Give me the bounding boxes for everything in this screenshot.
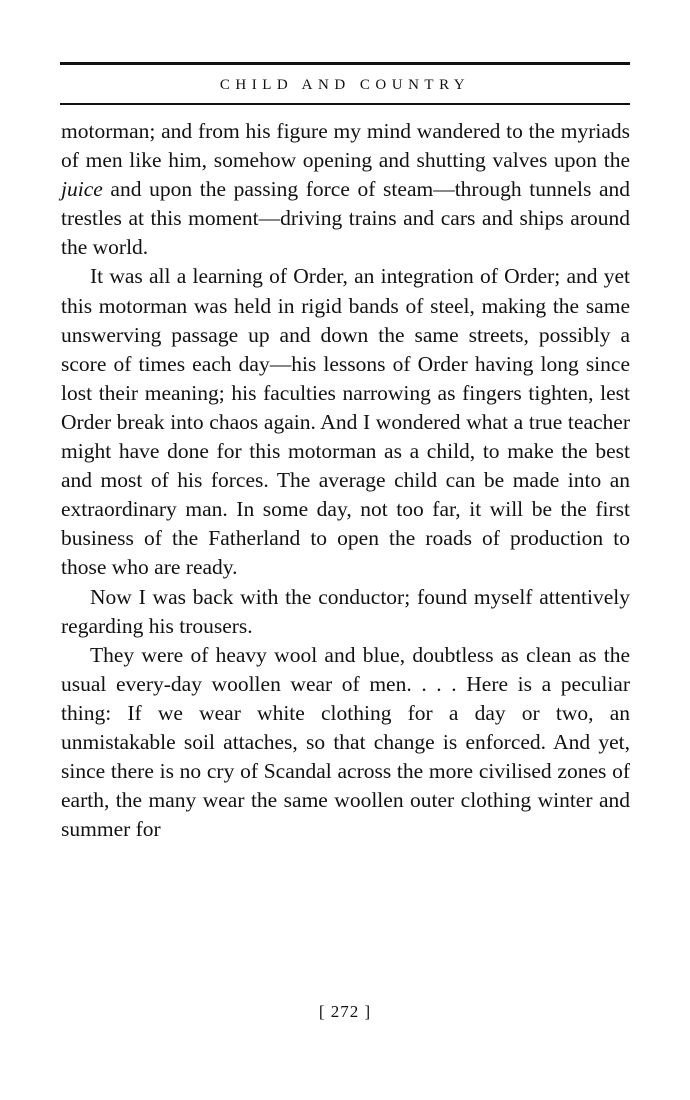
header-rule-bottom bbox=[60, 103, 630, 105]
paragraph-1 bbox=[61, 117, 630, 262]
body-text bbox=[61, 117, 630, 844]
paragraph-3: Now I was back with the conductor; found myself attentively regarding his trousers. bbox=[61, 584, 630, 638]
header-rule-top bbox=[60, 62, 630, 65]
italic-juice: juice bbox=[61, 177, 103, 202]
paragraph-2: It was all a learning of Order, an integration of Order; and yet this motorman was held in rigid bands of steel, making the same unswerving passage up and down the same streets, possibly a score of times each day—his lessons of Order having long since lost their meaning; his faculties narrowing as fingers tighten, lest Order break into chaos again. And I wondered what a true teacher might have done for this motorman as a child, to make the best and most of his forces. The average child can be made into an extraordinary man. In some day, not too far, it will be the first business of the Fatherland to open the roads of production to those who are ready. bbox=[61, 264, 630, 580]
paragraph-4: They were of heavy wool and blue, doubtless as clean as the usual every-day woollen wear of men. . . . Here is a peculiar thing: If we wear white clothing for a day or two, an unmistakable soil attaches, so that change is enforced. And yet, since there is no cry of Scandal across the more civilised zones of earth, the many wear the same woollen outer clothing winter and summer for bbox=[61, 642, 630, 842]
paragraph-1-end: and upon the passing force of steam—through tunnels and trestles at this moment—driving trains and cars and ships around the world. bbox=[61, 177, 630, 260]
page-number: [ 272 ] bbox=[318, 1002, 372, 1021]
running-head: CHILD AND COUNTRY bbox=[219, 77, 471, 93]
paragraph-1-start: motorman; and from his figure my mind wandered to the myriads of men like him, somehow opening and shutting valves upon the bbox=[61, 119, 630, 173]
